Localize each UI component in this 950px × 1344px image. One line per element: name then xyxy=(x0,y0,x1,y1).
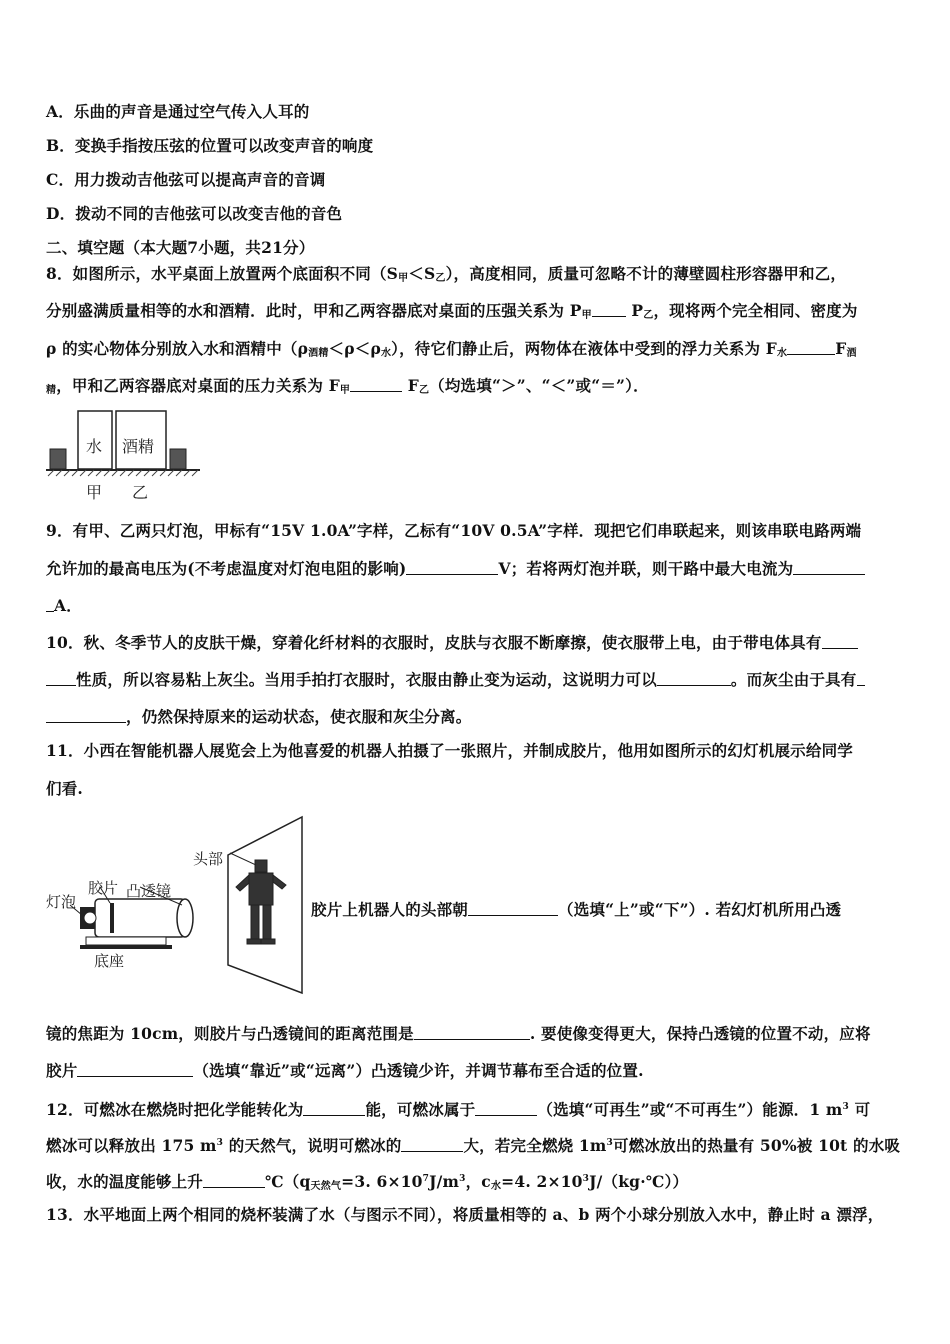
answer-blank[interactable] xyxy=(592,302,626,317)
q10-line-2: 性质，所以容易粘上灰尘。当用手拍打衣服时，衣服由静止变为运动，这说明力可以 。而灰尘由于具有 xyxy=(46,670,865,690)
projector-figure xyxy=(40,815,310,995)
block-right xyxy=(170,449,186,469)
label-yi: 乙 xyxy=(132,483,149,502)
q7-option-b: B．变换手指按压弦的位置可以改变声音的响度 xyxy=(46,136,374,155)
label-water: 水 xyxy=(86,437,103,456)
answer-blank[interactable] xyxy=(350,377,402,392)
q12-line-2: 燃冰可以释放出 175 $m^3$ 的天然气，说明可燃冰的 大，若完全燃烧 $1m^3$可燃冰放出的热量有 50%被 10t 的水吸 xyxy=(46,1136,901,1155)
q8-line-1: 8．如图所示，水平桌面上放置两个底面积不同$(S_甲<S_乙)$，高度相同，质量可忽略不计的薄壁圆柱形容器甲和乙， xyxy=(46,264,847,284)
answer-blank[interactable] xyxy=(787,340,835,355)
section-heading: 二、填空题（本大题7小题，共21分） xyxy=(46,238,315,257)
q7-option-a: A．乐曲的声音是通过空气传入人耳的 xyxy=(46,102,310,121)
film-slot xyxy=(110,903,114,933)
q11-line-1: 11．小西在智能机器人展览会上为他喜爱的机器人拍摄了一张照片，并制成胶片，他用如图所示的幻灯机展示给同学 xyxy=(46,741,853,760)
answer-blank[interactable] xyxy=(46,671,76,686)
label-alcohol: 酒精 xyxy=(122,437,155,456)
answer-blank[interactable] xyxy=(406,560,498,575)
q9-line-1: 9．有甲、乙两只灯泡，甲标有“15V 1.0A”字样，乙标有“10V 0.5A”字样．现把它们串联起来，则该串联电路两端 xyxy=(46,521,862,540)
block-left xyxy=(50,449,66,469)
answer-blank[interactable] xyxy=(77,1062,193,1077)
answer-blank[interactable] xyxy=(414,1025,530,1040)
q11-line-2: 们看. xyxy=(46,779,83,798)
q8-line-3: ρ 的实心物体分别放入水和酒精中$(\rho_{酒精}<\rho<\rho_水)$，待它们静止后，两物体在液体中受到的浮力关系为 $F_水$ $F_酒$ xyxy=(46,339,857,359)
answer-blank[interactable] xyxy=(46,708,126,723)
q13-line-1: 13．水平地面上两个相同的烧杯装满了水（与图示不同），将质量相等的 a、b 两个小球分别放入水中，静止时 a 漂浮， xyxy=(46,1205,884,1224)
q9-line-2: 允许加的最高电压为(不考虑温度对灯泡电阻的影响) V；若将两灯泡并联，则干路中最大电流为 xyxy=(46,559,865,579)
answer-blank[interactable] xyxy=(203,1173,265,1188)
label-lens: 凸透镜 xyxy=(126,882,172,900)
answer-blank[interactable] xyxy=(468,901,558,916)
q12-line-1: 12．可燃冰在燃烧时把化学能转化为 能，可燃冰属于 （选填“可再生”或“不可再生”）能源．1 $m^3$ 可 xyxy=(46,1100,871,1119)
lens-icon xyxy=(177,899,193,937)
q12-line-3: 收，水的温度能够上升 $℃(q_{天然气}=3$. $6\times 10^7J/m^3$，$c_水=4$. $2\times 10^3J/(kg\cdot℃)$） xyxy=(46,1172,689,1192)
q11-line-5: 胶片 （选填“靠近”或“远离”）凸透镜少许，并调节幕布至合适的位置. xyxy=(46,1061,644,1080)
q8-line-2: 分别盛满质量相等的水和酒精．此时，甲和乙两容器底对桌面的压强关系为 $P_甲$ $P_乙$，现将两个完全相同、密度为 xyxy=(46,301,858,321)
q8-line-4: $_精$，甲和乙两容器底对桌面的压力关系为 $F_甲$ $F_乙$（均选填“＞”、“＜”或“＝”）． xyxy=(46,376,649,396)
q7-option-c: C．用力拨动吉他弦可以提高声音的音调 xyxy=(46,170,326,189)
label-head: 头部 xyxy=(193,850,224,868)
q11-side-text: 胶片上机器人的头部朝 （选填“上”或“下”）. 若幻灯机所用凸透 xyxy=(311,900,842,919)
q10-line-1: 10．秋、冬季节人的皮肤干燥，穿着化纤材料的衣服时，皮肤与衣服不断摩擦，使衣服带上电，由于带电体具有 xyxy=(46,633,858,653)
projector-base xyxy=(86,937,166,945)
q7-option-d: D．拨动不同的吉他弦可以改变吉他的音色 xyxy=(46,204,343,223)
answer-blank[interactable] xyxy=(303,1101,365,1116)
answer-blank[interactable] xyxy=(401,1137,463,1152)
answer-blank[interactable] xyxy=(793,560,865,575)
label-jia: 甲 xyxy=(86,483,103,502)
label-bulb: 灯泡 xyxy=(46,893,77,911)
q9-line-3: A． xyxy=(46,596,82,616)
answer-blank[interactable] xyxy=(46,597,54,612)
answer-blank[interactable] xyxy=(475,1101,537,1116)
answer-blank[interactable] xyxy=(657,671,731,686)
label-base: 底座 xyxy=(94,952,125,970)
label-film: 胶片 xyxy=(88,879,119,897)
q11-line-4: 镜的焦距为 10cm，则胶片与凸透镜间的距离范围是 . 要使像变得更大，保持凸透镜的位置不动，应将 xyxy=(46,1024,871,1043)
bulb-icon xyxy=(84,912,96,924)
answer-blank[interactable] xyxy=(857,671,865,686)
base-plate xyxy=(80,945,172,949)
q10-line-3: ，仍然保持原来的运动状态，使衣服和灰尘分离。 xyxy=(46,707,471,727)
projector-body xyxy=(95,899,185,937)
answer-blank[interactable] xyxy=(822,634,858,649)
